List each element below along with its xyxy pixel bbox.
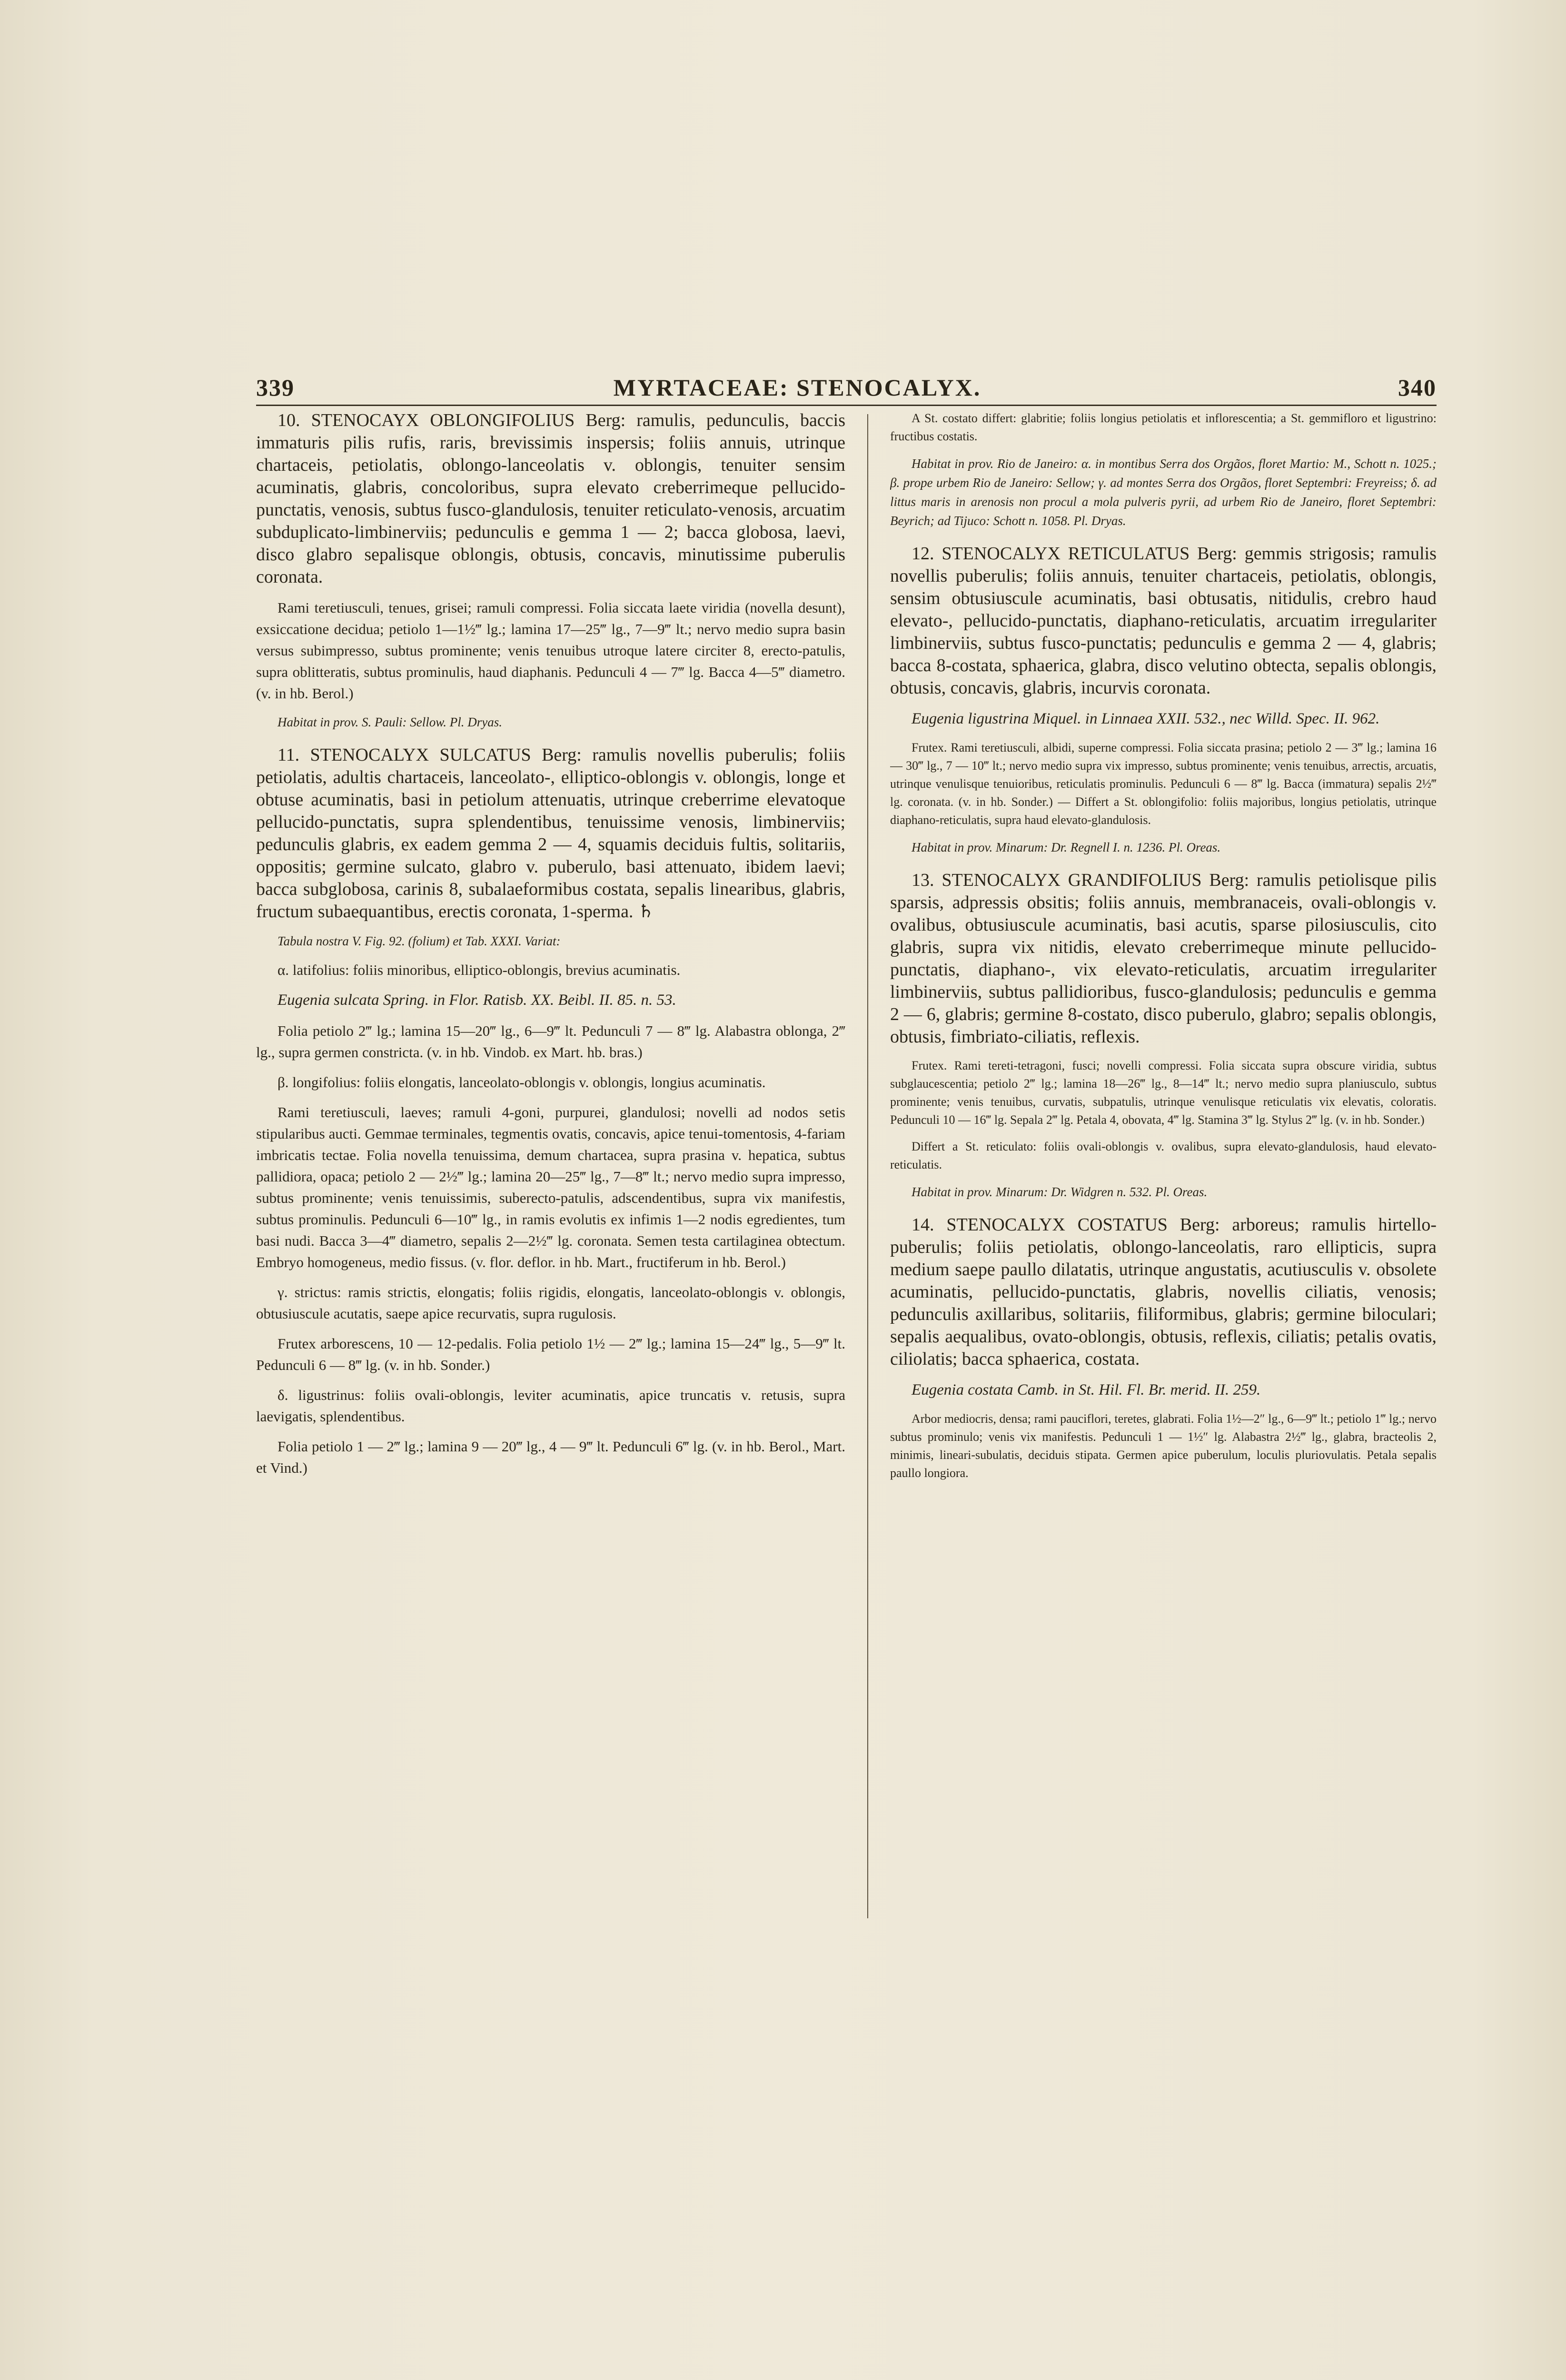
description-paragraph: Arbor mediocris, densa; rami pauciflori, teretes, glabrati. Folia 1½—2″ lg., 6—9‴ lt.; petiolo 1‴ lg.; nervo subtus prominulo; venis vix manifestis. Pedunculi 1 — 1½″ lg. Alabastra 2½‴ lg., glabra, bracteolis 2, minimis, lineari-subulatis, deciduis stipata. Germen apice puberulum, loculis pluriovulatis. Petala sepalis paullo longiora. [890,1412,1437,1480]
species-entry-12: 12. STENOCALYX RETICULATUS Berg: gemmis strigosis; ramulis novellis puberulis; foliis annuis, tenuiter chartaceis, petiolatis, oblongis, sensim obtusiuscule acuminatis, basi obtusatis, nitidulis, crebro haud elevato-, pellucido-punctatis, diaphano-reticulatis, arcuatim irregulariter limbinerviis, subtus fusco-punctatis; pedunculis e gemma 2 — 4, glabris; bacca 8-costata, sphaerica, glabra, disco velutino obtecta, sepalis oblongis, obtusis, concavis, glabris, incurvis coronata. [890,544,1437,698]
habitat-note: Habitat in prov. S. Pauli: Sellow. Pl. Dryas. [278,715,502,729]
species-entry-11: 11. STENOCALYX SULCATUS Berg: ramulis novellis puberulis; foliis petiolatis, adultis chartaceis, lanceolato-, elliptico-oblongis v. oblongis, longe et obtuse acuminatis, basi in petiolum attenuatis, utrinque creberrime elevatoque pellucido-punctatis, supra splendentibus, tenuissime venosis, limbinerviis; pedunculis glabris, ex eadem gemma 2 — 4, squamis deciduis fultis, solitariis, oppositis; germine sulcato, glabro v. puberulo, basi attenuato, ibidem laevi; bacca subglobosa, carinis 8, subalaeformibus costata, sepalis linearibus, glabris, fructum subaequantibus, erectis coronata, 1-sperma. ♄ [256,745,845,922]
habitat-note: Habitat in prov. Rio de Janeiro: α. in montibus Serra dos Orgãos, floret Martio: M., Schott n. 1025.; β. prope urbem Rio de Janeiro: Sellow; γ. ad montes Serra dos Orgãos, floret Septembri: Freyreiss; δ. ad littus maris in arenosis non procul a mola pulveris pyrii, ad urbem Rio de Janeiro, floret Septembri: Beyrich; ad Tijuco: Schott n. 1058. Pl. Dryas. [890,456,1437,528]
description-paragraph: Folia petiolo 2‴ lg.; lamina 15—20‴ lg., 6—9‴ lt. Pedunculi 7 — 8‴ lg. Alabastra oblonga, 2‴ lg., supra germen constricta. (v. in hb. Vindob. ex Mart. hb. bras.) [256,1022,845,1061]
header-rule [256,405,1437,406]
variety-alpha: α. latifolius: foliis minoribus, elliptico-oblongis, brevius acuminatis. [278,962,681,978]
description-paragraph: Folia petiolo 1 — 2‴ lg.; lamina 9 — 20‴ lg., 4 — 9‴ lt. Pedunculi 6‴ lg. (v. in hb. Berol., Mart. et Vind.) [256,1438,845,1476]
variety-delta: δ. ligustrinus: foliis ovali-oblongis, leviter acuminatis, apice truncatis v. retusis, supra laevigatis, splendentibus. [256,1387,845,1425]
description-paragraph: Rami teretiusculi, tenues, grisei; ramuli compressi. Folia siccata laete viridia (novella desunt), exsiccatione decidua; petiolo 1—1½‴ lg.; lamina 17—25‴ lg., 7—9‴ lt.; nervo medio supra basin versus subimpresso, subtus prominente; venis tenuibus utroque latere circiter 8, erecto-patulis, supra oblitteratis, subtus prominulis, haud diaphanis. Pedunculi 4 — 7‴ lg. Bacca 4—5‴ diametro. (v. in hb. Berol.) [256,599,845,702]
description-paragraph: Frutex. Rami tereti-tetragoni, fusci; novelli compressi. Folia siccata supra obscure viridia, subtus subglaucescentia; petiolo 2‴ lg.; lamina 18—26‴ lg., 8—14‴ lt.; nervo medio supra planiusculo, subtus prominente; venis tenuibus, curvatis, subpatulis, utrinque venulisque reticulatis vix elevatis, coloratis. Pedunculi 10 — 16‴ lg. Sepala 2‴ lg. Petala 4, obovata, 4‴ lg. Stamina 3‴ lg. Stylus 2‴ lg. (v. in hb. Sonder.) [890,1059,1437,1127]
figure-reference: Tabula nostra V. Fig. 92. (folium) et Tab. XXXI. Variat: [278,934,561,948]
species-entry-13: 13. STENOCALYX GRANDIFOLIUS Berg: ramulis petiolisque pilis sparsis, adpressis obsitis; foliis annuis, membranaceis, ovali-oblongis v. ovalibus, obtusiuscule acuminatis, basi acutis, sparse pilosiusculis, cito glabris, supra vix nitidis, elevato creberrimeque minute pellucido-punctatis, diaphano-, vix elevato-reticulatis, arcuatim irregulariter limbinerviis, subtus pallidioribus, fusco-glandulosis; pedunculis e gemma 2 — 6, glabris; germine 8-costato, disco puberulo, glabro; sepalis oblongis, obtusis, fimbriato-ciliatis, reflexis. [890,870,1437,1047]
description-paragraph: Frutex. Rami teretiusculi, albidi, superne compressi. Folia siccata prasina; petiolo 2 — 3‴ lg.; lamina 16 — 30‴ lg., 7 — 10‴ lt.; nervo medio supra vix impresso, subtus prominente; venis tenuibus, arrectis, arcuatis, utrinque venulisque tenuioribus, reticulatis prominulis. Pedunculi 6 — 8‴ lg. Bacca (immatura) sepalis 2½‴ lg. coronata. (v. in hb. Sonder.) — Differt a St. oblongifolio: foliis majoribus, longius petiolatis, utrinque diaphano-reticulatis, supra haud elevato-glandulosis. [890,741,1437,827]
running-title: MYRTACEAE: STENOCALYX. [613,374,981,401]
species-entry-14: 14. STENOCALYX COSTATUS Berg: arboreus; ramulis hirtello-puberulis; foliis petiolatis, oblongo-lanceolatis, raro ellipticis, supra medium saepe paullo dilatatis, utrinque angustatis, acutiusculis v. obsolete acuminatis, pellucido-punctatis, glabris, novellis ciliatis, venosis; pedunculis axillaribus, solitariis, filiformibus, glabris; germine biloculari; sepalis aequalibus, ovato-oblongis, obtusis, reflexis, ciliatis; petalis ovatis, ciliolatis; bacca sphaerica, costata. [890,1215,1437,1369]
differentia-note: Differt a St. reticulato: foliis ovali-oblongis v. ovalibus, supra elevato-glandulosis, haud elevato-reticulatis. [890,1140,1437,1171]
description-paragraph: Rami teretiusculi, laeves; ramuli 4-goni, purpurei, glandulosi; novelli ad nodos setis stipularibus aucti. Gemmae terminales, tegmentis ovatis, concavis, apice tenui-tomentosis, 4-fariam imbricatis tectae. Folia novella tenuissima, demum chartacea, supra prasina v. hepatica, subtus pallidiora, opaca; petiolo 2 — 2½‴ lg.; lamina 20—25‴ lg., 7—8‴ lt.; nervo medio supra impresso, subtus prominente; venis tenuissimis, suberecto-patulis, adscendentibus, supra vix manifestis, subtus prominulis. Pedunculi 6—10‴ lg., in ramis evolutis ex infimis 1—2 nodis egredientes, tum basi nudi. Bacca 3—4‴ diametro, sepalis 2—2½‴ lg. coronata. Semen testa cartilaginea obtectum. Embryo homogeneus, medio fissus. (v. flor. deflor. in hb. Mart., fructiferum in hb. Berol.) [256,1104,845,1270]
species-entry-10: 10. STENOCAYX OBLONGIFOLIUS Berg: ramulis, pedunculis, baccis immaturis pilis rufis, raris, brevissimis inspersis; foliis annuis, utrinque chartaceis, petiolatis, oblongo-lanceolatis v. oblongis, tenuiter sensim acuminatis, glabris, concoloribus, supra elevato creberrimeque pellucido-punctatis, venosis, subtus fusco-glandulosis, tenuiter reticulato-venosis, arcuatim subduplicato-limbinerviis; pedunculis e gemma 1 — 2; bacca globosa, laevi, disco glabro sepalisque oblongis, obtusis, concavis, minutissime puberulis coronata. [256,410,845,587]
habitat-note: Habitat in prov. Minarum: Dr. Regnell I. n. 1236. Pl. Oreas. [912,840,1221,854]
column-divider [867,414,868,1918]
variety-gamma: γ. strictus: ramis strictis, elongatis; foliis rigidis, elongatis, lanceolato-oblongis v. oblongis, obtusiuscule acutatis, saepe apice recurvatis, supra rugulosis. [256,1284,845,1322]
left-column [256,409,845,1933]
differentia-note: A St. costato differt: glabritie; foliis longius petiolatis et inflorescentia; a St. gemmifloro et ligustrino: fructibus costatis. [890,411,1437,443]
synonym: Eugenia costata Camb. in St. Hil. Fl. Br. merid. II. 259. [912,1381,1261,1398]
right-column [890,409,1437,1894]
page-number-left: 339 [256,374,295,401]
variety-beta: β. longifolius: foliis elongatis, lanceolato-oblongis v. oblongis, longius acuminatis. [278,1074,766,1091]
habitat-note: Habitat in prov. Minarum: Dr. Widgren n. 532. Pl. Oreas. [912,1185,1208,1199]
page-number-right: 340 [1398,374,1437,401]
synonym: Eugenia ligustrina Miquel. in Linnaea XXII. 532., nec Willd. Spec. II. 962. [912,710,1380,727]
description-paragraph: Frutex arborescens, 10 — 12-pedalis. Folia petiolo 1½ — 2‴ lg.; lamina 15—24‴ lg., 5—9‴ lt. Pedunculi 6 — 8‴ lg. (v. in hb. Sonder.) [256,1335,845,1373]
synonym: Eugenia sulcata Spring. in Flor. Ratisb. XX. Beibl. II. 85. n. 53. [278,992,676,1009]
